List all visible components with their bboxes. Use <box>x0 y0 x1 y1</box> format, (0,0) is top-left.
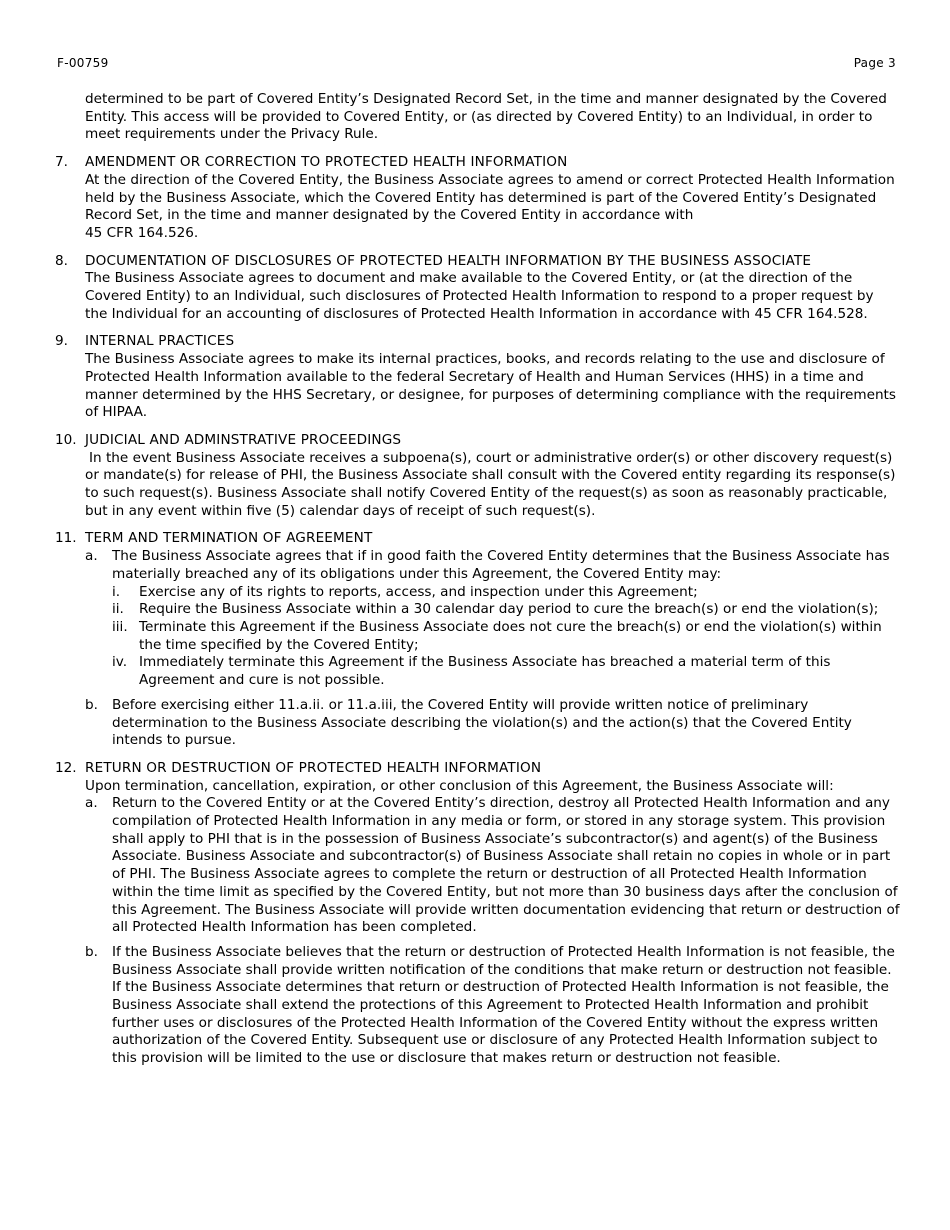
section-text: The Business Associate agrees to make its internal practices, books, and records relating to the use and disclosure of Protected Health Information available to the federal Secretary of Health and Human Services (HHS) in a time and manner determined by the HHS Secretary, or designee, for purposes of determining compliance with the requirements of HIPAA. <box>85 351 896 421</box>
list-item-11b <box>85 697 900 750</box>
sub-marker: ii. <box>112 601 124 618</box>
document-body <box>55 91 900 1078</box>
section-9 <box>55 333 900 422</box>
section-text: The Business Associate agrees to document and make available to the Covered Entity, or (at the direction of the Covered Entity) to an Individual, such disclosures of Protected Health Information to respond to a proper request by the Individual for an accounting of disclosures of Protected Health Information in accordance with 45 CFR 164.528. <box>85 270 874 322</box>
sub-marker: i. <box>112 583 121 600</box>
list-item-text: Return to the Covered Entity or at the Covered Entity’s direction, destroy all Protected Health Information and any compilation of Protected Health Information in any media or form, or stored in any storage system. This provision shall apply to PHI that is in the possession of Business Associate’s subcontractor(s) and agent(s) of the Business Associate. Business Associate and subcontractor(s) of Business Associate shall retain no copies in whole or in part of PHI. The Business Associate agrees to complete the return or destruction of all Protected Health Information within the time limit as specified by the Covered Entity, but not more than 30 business days after the conclusion of this Agreement. The Business Associate will provide written documentation evidencing that return or destruction of all Protected Health Information has been completed. <box>112 795 900 936</box>
sub-item-text: Immediately terminate this Agreement if the Business Associate has breached a material term of this Agreement and cure is not possible. <box>139 654 831 689</box>
list-item-text: If the Business Associate believes that the return or destruction of Protected Health Information is not feasible, the Business Associate shall provide written notification of the conditions that make return or destruction not feasible. If the Business Associate determines that return or destruction of Protected Health Information is not feasible, the Business Associate shall extend the protections of this Agreement to Protected Health Information and prohibit further uses or disclosures of the Protected Health Information of the Covered Entity without the express written authorization of the Covered Entity. Subsequent use or disclosure of any Protected Health Information subject to this provision will be limited to the use or disclosure that makes return or destruction not feasible. <box>112 943 895 1067</box>
section-8 <box>55 252 900 324</box>
list-item-text: Before exercising either 11.a.ii. or 11.a.iii, the Covered Entity will provide written notice of preliminary determination to the Business Associate describing the violation(s) and the action(s) that the Covered Entity intends to pursue. <box>112 696 852 749</box>
list-item-11a <box>85 548 900 690</box>
section-title: INTERNAL PRACTICES <box>85 333 235 350</box>
section-number: 7. <box>55 154 68 171</box>
list-item-text: The Business Associate agrees that if in good faith the Covered Entity determines that the Business Associate has materially breached any of its obligations under this Agreement, the Covered Entity may: <box>112 548 890 582</box>
list-marker: a. <box>85 548 98 565</box>
intro-paragraph: determined to be part of Covered Entity’s Designated Record Set, in the time and manner designated by the Covered Entity. This access will be provided to Covered Entity, or (as directed by Covered Entity) to an Individual, in order to meet requirements under the Privacy Rule. <box>85 91 887 143</box>
section-title: RETURN OR DESTRUCTION OF PROTECTED HEALTH INFORMATION <box>85 759 542 776</box>
sub-item-text: Require the Business Associate within a 30 calendar day period to cure the breach(s) or end the violation(s); <box>139 601 879 618</box>
section-citation: 45 CFR 164.526. <box>85 224 199 241</box>
section-number: 11. <box>55 530 77 547</box>
section-number: 8. <box>55 252 68 269</box>
form-id: F-00759 <box>57 56 109 70</box>
section-number: 9. <box>55 333 68 350</box>
section-number: 10. <box>55 431 77 448</box>
list-item-12b <box>85 944 900 1068</box>
section-10 <box>55 431 900 521</box>
section-title: TERM AND TERMINATION OF AGREEMENT <box>85 530 373 547</box>
sub-item-iii <box>112 619 900 654</box>
section-title: JUDICIAL AND ADMINSTRATIVE PROCEEDINGS <box>85 431 402 448</box>
section-title: DOCUMENTATION OF DISCLOSURES OF PROTECTED HEALTH INFORMATION BY THE BUSINESS ASSOCIATE <box>85 252 812 269</box>
sub-marker: iii. <box>112 618 128 635</box>
section-lead: Upon termination, cancellation, expiration, or other conclusion of this Agreement, the Business Associate will: <box>85 777 834 794</box>
list-marker: b. <box>85 696 98 713</box>
sub-item-i <box>112 584 900 602</box>
section-text: In the event Business Associate receives a subpoena(s), court or administrative order(s) or other discovery request(s) or mandate(s) for release of PHI, the Business Associate shall consult with the Covered entity regarding its response(s) to such request(s). Business Associate shall notify Covered Entity of the request(s) as soon as reasonably practicable, but in any event within five (5) calendar days of receipt of such request(s). <box>85 449 896 519</box>
sub-item-iv <box>112 654 900 689</box>
section-title: AMENDMENT OR CORRECTION TO PROTECTED HEALTH INFORMATION <box>85 154 568 171</box>
sub-item-ii <box>112 601 900 619</box>
section-text-body: At the direction of the Covered Entity, the Business Associate agrees to amend or correct Protected Health Information held by the Business Associate, which the Covered Entity has determined is part of the Covered Entity’s Designated Record Set, in the time and manner designated by the Covered Entity in accordance with <box>85 171 895 224</box>
section-7 <box>55 154 900 243</box>
list-marker: b. <box>85 943 98 960</box>
sub-item-text: Terminate this Agreement if the Business Associate does not cure the breach(s) or end the violation(s) within the time specified by the Covered Entity; <box>139 618 882 653</box>
section-12 <box>55 759 900 1068</box>
list-item-12a <box>85 795 900 937</box>
section-11 <box>55 530 900 749</box>
page-number: Page 3 <box>853 56 896 70</box>
sub-item-text: Exercise any of its rights to reports, access, and inspection under this Agreement; <box>139 583 698 600</box>
section-number: 12. <box>55 759 77 776</box>
section-text <box>85 172 900 243</box>
sub-marker: iv. <box>112 654 128 671</box>
list-marker: a. <box>85 795 98 812</box>
